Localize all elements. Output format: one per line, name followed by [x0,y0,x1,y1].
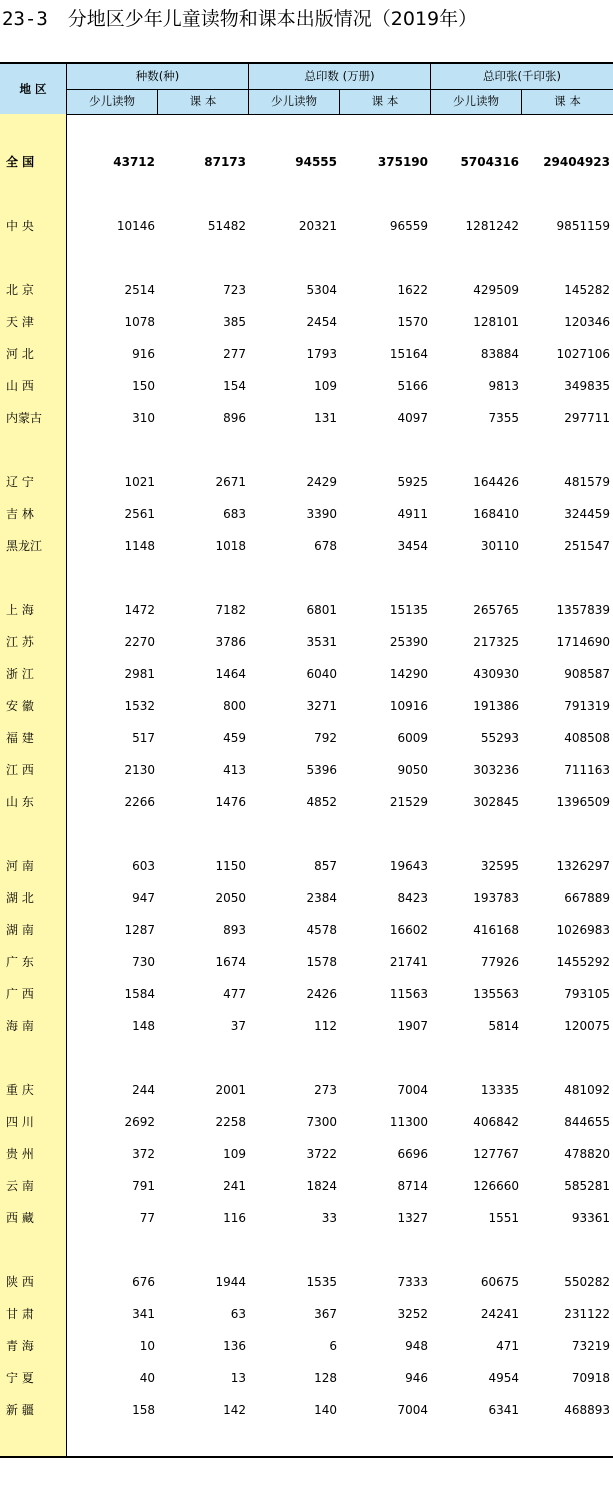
value-cell: 1622 [397,283,428,297]
value-cell: 148 [132,1019,155,1033]
region-cell: 湖 南 [6,923,34,937]
value-cell: 372 [132,1147,155,1161]
value-cell: 77926 [480,955,519,969]
value-cell: 711163 [564,763,610,777]
value-cell: 10146 [116,219,155,233]
header-group-titles: 种数(种) [135,69,180,83]
header-sep [339,89,340,114]
value-cell: 7182 [215,603,246,617]
value-cell: 2454 [306,315,337,329]
table-row [0,498,613,530]
value-cell: 1532 [124,699,155,713]
value-cell: 468893 [564,1403,610,1417]
region-cell: 甘 肃 [6,1307,34,1321]
region-cell: 江 苏 [6,635,34,649]
region-cell: 四 川 [6,1115,34,1129]
value-cell: 55293 [480,731,519,745]
value-cell: 893 [223,923,246,937]
value-cell: 7004 [397,1083,428,1097]
value-cell: 5925 [397,475,428,489]
value-cell: 800 [223,699,246,713]
region-cell: 陕 西 [6,1275,34,1289]
value-cell: 791 [132,1179,155,1193]
value-cell: 896 [223,411,246,425]
value-cell: 1824 [306,1179,337,1193]
table-row [0,946,613,978]
value-cell: 947 [132,891,155,905]
region-cell: 黑龙江 [6,539,43,553]
value-cell: 6 [329,1339,337,1353]
table-row [0,1362,613,1394]
table-row [0,722,613,754]
value-cell: 1026983 [556,923,610,937]
value-cell: 5814 [488,1019,519,1033]
value-cell: 297711 [564,411,610,425]
value-cell: 9813 [488,379,519,393]
value-cell: 1578 [306,955,337,969]
table-row [0,658,613,690]
table-row [0,1394,613,1426]
value-cell: 1357839 [556,603,610,617]
value-cell: 112 [314,1019,337,1033]
value-cell: 2429 [306,475,337,489]
header-bottom-rule [0,114,613,115]
value-cell: 1535 [306,1275,337,1289]
value-cell: 87173 [204,155,246,169]
table-row [0,338,613,370]
value-cell: 4954 [488,1371,519,1385]
value-cell: 1714690 [556,635,610,649]
value-cell: 120075 [564,1019,610,1033]
value-cell: 1287 [124,923,155,937]
value-cell: 29404923 [543,155,610,169]
table-row [0,1106,613,1138]
value-cell: 7333 [397,1275,428,1289]
value-cell: 1472 [124,603,155,617]
value-cell: 2270 [124,635,155,649]
value-cell: 116 [223,1211,246,1225]
value-cell: 3722 [306,1147,337,1161]
value-cell: 13335 [480,1083,519,1097]
region-cell: 湖 北 [6,891,34,905]
value-cell: 481579 [564,475,610,489]
value-cell: 1148 [124,539,155,553]
value-cell: 367 [314,1307,337,1321]
value-cell: 142 [223,1403,246,1417]
value-cell: 120346 [564,315,610,329]
header-sub-1: 少儿读物 [89,94,135,108]
value-cell: 7355 [488,411,519,425]
value-cell: 244 [132,1083,155,1097]
value-cell: 8714 [397,1179,428,1193]
bottom-rule [0,1456,613,1458]
header-group-sheets: 总印张(千印张) [483,69,561,83]
value-cell: 15164 [389,347,428,361]
value-cell: 459 [223,731,246,745]
region-cell: 中 央 [6,219,34,233]
value-cell: 40 [139,1371,155,1385]
value-cell: 5396 [306,763,337,777]
value-cell: 1455292 [556,955,610,969]
value-cell: 416168 [473,923,519,937]
table-row [0,466,613,498]
value-cell: 25390 [389,635,428,649]
value-cell: 385 [223,315,246,329]
header-sep [248,64,249,114]
region-cell: 天 津 [6,315,34,329]
value-cell: 1078 [124,315,155,329]
region-cell: 广 西 [6,987,34,1001]
value-cell: 1570 [397,315,428,329]
value-cell: 273 [314,1083,337,1097]
value-cell: 19643 [389,859,428,873]
header-sub-5: 少儿读物 [453,94,499,108]
value-cell: 11300 [389,1115,428,1129]
value-cell: 1907 [397,1019,428,1033]
value-cell: 94555 [295,155,337,169]
value-cell: 2001 [215,1083,246,1097]
value-cell: 21741 [389,955,428,969]
value-cell: 3786 [215,635,246,649]
region-cell: 山 西 [6,379,34,393]
header-sub-3: 少儿读物 [271,94,317,108]
value-cell: 2981 [124,667,155,681]
value-cell: 15135 [389,603,428,617]
value-cell: 131 [314,411,337,425]
value-cell: 3252 [397,1307,428,1321]
table-row [0,530,613,562]
value-cell: 481092 [564,1083,610,1097]
table-row [0,690,613,722]
value-cell: 1027106 [556,347,610,361]
value-cell: 140 [314,1403,337,1417]
value-cell: 217325 [473,635,519,649]
header-sub-4: 课 本 [371,94,399,108]
value-cell: 4852 [306,795,337,809]
value-cell: 341 [132,1307,155,1321]
value-cell: 791319 [564,699,610,713]
value-cell: 310 [132,411,155,425]
value-cell: 1674 [215,955,246,969]
page-title [2,4,477,34]
value-cell: 857 [314,859,337,873]
table-row [0,274,613,306]
value-cell: 32595 [480,859,519,873]
value-cell: 478820 [564,1147,610,1161]
table-row [0,146,613,178]
region-cell: 宁 夏 [6,1371,34,1385]
region-cell: 重 庆 [6,1083,34,1097]
value-cell: 603 [132,859,155,873]
value-cell: 7004 [397,1403,428,1417]
header-sub-6: 课 本 [554,94,581,108]
region-cell: 河 南 [6,859,34,873]
value-cell: 193783 [473,891,519,905]
value-cell: 1793 [306,347,337,361]
value-cell: 667889 [564,891,610,905]
region-cell: 广 东 [6,955,34,969]
table-header [0,64,613,114]
value-cell: 6040 [306,667,337,681]
value-cell: 585281 [564,1179,610,1193]
value-cell: 93361 [571,1211,610,1225]
value-cell: 20321 [298,219,337,233]
value-cell: 430930 [473,667,519,681]
header-group-prints: 总印数 (万册) [304,69,375,83]
value-cell: 792 [314,731,337,745]
table-row [0,850,613,882]
table-row [0,786,613,818]
value-cell: 406842 [473,1115,519,1129]
value-cell: 24241 [480,1307,519,1321]
value-cell: 2514 [124,283,155,297]
table-row [0,754,613,786]
value-cell: 164426 [473,475,519,489]
value-cell: 408508 [564,731,610,745]
value-cell: 1944 [215,1275,246,1289]
table-row [0,210,613,242]
region-cell: 吉 林 [6,507,34,521]
value-cell: 2130 [124,763,155,777]
value-cell: 6341 [488,1403,519,1417]
value-cell: 9851159 [556,219,610,233]
value-cell: 1584 [124,987,155,1001]
value-cell: 6696 [397,1147,428,1161]
region-cell: 辽 宁 [6,475,34,489]
value-cell: 6801 [306,603,337,617]
value-cell: 908587 [564,667,610,681]
value-cell: 477 [223,987,246,1001]
value-cell: 14290 [389,667,428,681]
value-cell: 730 [132,955,155,969]
value-cell: 723 [223,283,246,297]
region-cell: 江 西 [6,763,34,777]
value-cell: 13 [230,1371,246,1385]
value-cell: 1150 [215,859,246,873]
value-cell: 2671 [215,475,246,489]
value-cell: 109 [314,379,337,393]
value-cell: 1327 [397,1211,428,1225]
value-cell: 60675 [480,1275,519,1289]
value-cell: 10916 [389,699,428,713]
value-cell: 916 [132,347,155,361]
table-row [0,914,613,946]
value-cell: 136 [223,1339,246,1353]
table-row [0,1330,613,1362]
table-row [0,1298,613,1330]
value-cell: 3390 [306,507,337,521]
value-cell: 3531 [306,635,337,649]
region-cell: 福 建 [6,731,34,745]
region-cell: 全 国 [6,155,35,169]
table-row [0,882,613,914]
value-cell: 683 [223,507,246,521]
header-sub-2: 课 本 [189,94,217,108]
header-sep [157,89,158,114]
value-cell: 43712 [113,155,155,169]
table-row [0,306,613,338]
value-cell: 241 [223,1179,246,1193]
value-cell: 6009 [397,731,428,745]
value-cell: 70918 [571,1371,610,1385]
region-cell: 青 海 [6,1339,34,1353]
value-cell: 429509 [473,283,519,297]
value-cell: 128101 [473,315,519,329]
region-cell: 西 藏 [6,1211,34,1225]
value-cell: 150 [132,379,155,393]
value-cell: 231122 [564,1307,610,1321]
region-cell: 云 南 [6,1179,34,1193]
value-cell: 191386 [473,699,519,713]
table-row [0,978,613,1010]
value-cell: 9050 [397,763,428,777]
value-cell: 128 [314,1371,337,1385]
table-number: 23-3 [2,8,48,30]
table-row [0,1170,613,1202]
value-cell: 10 [139,1339,155,1353]
value-cell: 946 [405,1371,428,1385]
value-cell: 948 [405,1339,428,1353]
value-cell: 2258 [215,1115,246,1129]
value-cell: 4097 [397,411,428,425]
value-cell: 324459 [564,507,610,521]
value-cell: 5166 [397,379,428,393]
value-cell: 5304 [306,283,337,297]
value-cell: 21529 [389,795,428,809]
value-cell: 145282 [564,283,610,297]
value-cell: 517 [132,731,155,745]
value-cell: 7300 [306,1115,337,1129]
table-row [0,626,613,658]
value-cell: 4911 [397,507,428,521]
value-cell: 793105 [564,987,610,1001]
region-cell: 上 海 [6,603,34,617]
value-cell: 471 [496,1339,519,1353]
value-cell: 1551 [488,1211,519,1225]
value-cell: 2266 [124,795,155,809]
value-cell: 375190 [377,155,428,169]
value-cell: 1281242 [465,219,519,233]
value-cell: 30110 [480,539,519,553]
value-cell: 127767 [473,1147,519,1161]
value-cell: 1018 [215,539,246,553]
table-row [0,402,613,434]
value-cell: 4578 [306,923,337,937]
region-cell: 安 徽 [6,699,34,713]
value-cell: 73219 [571,1339,610,1353]
value-cell: 1476 [215,795,246,809]
table-row [0,1266,613,1298]
region-cell: 海 南 [6,1019,34,1033]
table-row [0,594,613,626]
value-cell: 2692 [124,1115,155,1129]
region-cell: 贵 州 [6,1147,34,1161]
table-row [0,1010,613,1042]
value-cell: 1326297 [556,859,610,873]
value-cell: 3271 [306,699,337,713]
value-cell: 1396509 [556,795,610,809]
value-cell: 349835 [564,379,610,393]
value-cell: 109 [223,1147,246,1161]
value-cell: 3454 [397,539,428,553]
value-cell: 678 [314,539,337,553]
value-cell: 277 [223,347,246,361]
value-cell: 1464 [215,667,246,681]
value-cell: 168410 [473,507,519,521]
value-cell: 2561 [124,507,155,521]
value-cell: 844655 [564,1115,610,1129]
value-cell: 550282 [564,1275,610,1289]
value-cell: 77 [139,1211,155,1225]
value-cell: 51482 [207,219,246,233]
value-cell: 16602 [389,923,428,937]
header-sep [430,64,431,114]
value-cell: 2426 [306,987,337,1001]
value-cell: 135563 [473,987,519,1001]
value-cell: 83884 [480,347,519,361]
value-cell: 303236 [473,763,519,777]
table-row [0,1138,613,1170]
region-cell: 内蒙古 [6,411,43,425]
value-cell: 413 [223,763,246,777]
value-cell: 126660 [473,1179,519,1193]
value-cell: 676 [132,1275,155,1289]
value-cell: 5704316 [460,155,519,169]
region-cell: 山 东 [6,795,34,809]
value-cell: 265765 [473,603,519,617]
value-cell: 63 [230,1307,246,1321]
value-cell: 158 [132,1403,155,1417]
header-divider [67,89,613,90]
value-cell: 154 [223,379,246,393]
region-cell: 浙 江 [6,667,34,681]
value-cell: 2384 [306,891,337,905]
region-cell: 新 疆 [6,1403,34,1417]
region-cell: 北 京 [6,283,34,297]
value-cell: 2050 [215,891,246,905]
region-cell: 河 北 [6,347,34,361]
table-row [0,1202,613,1234]
value-cell: 1021 [124,475,155,489]
table-row [0,1074,613,1106]
value-cell: 302845 [473,795,519,809]
table-title: 分地区少年儿童读物和课本出版情况（2019年） [67,8,478,30]
value-cell: 96559 [389,219,428,233]
value-cell: 11563 [389,987,428,1001]
value-cell: 8423 [397,891,428,905]
value-cell: 33 [321,1211,337,1225]
value-cell: 251547 [564,539,610,553]
header-sep [521,89,522,114]
table-row [0,370,613,402]
header-region: 地 区 [19,82,47,96]
value-cell: 37 [230,1019,246,1033]
